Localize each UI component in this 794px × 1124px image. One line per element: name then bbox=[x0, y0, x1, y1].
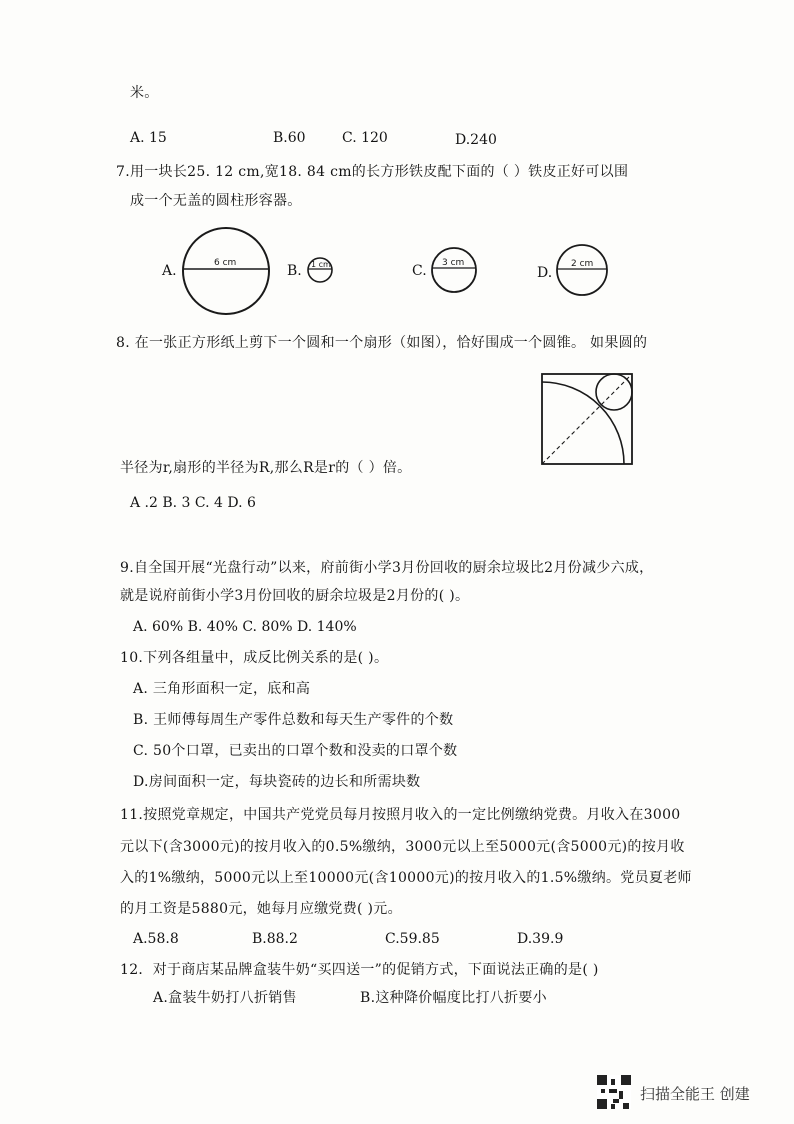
q6-option-a: A. 15 bbox=[130, 130, 167, 146]
q12-option-b: B.这种降价幅度比打八折要小 bbox=[360, 990, 547, 1006]
q11-stem-line1: 11.按照党章规定，中国共产党党员每月按照月收入的一定比例缴纳党费。月收入在3000 bbox=[120, 807, 681, 823]
q10-option-b: B. 王师傅每周生产零件总数和每天生产零件的个数 bbox=[133, 712, 454, 728]
circle-3cm-figure bbox=[430, 246, 480, 296]
q11-option-c: C.59.85 bbox=[385, 931, 440, 947]
q8-stem-line1: 8. 在一张正方形纸上剪下一个圆和一个扇形（如图），恰好围成一个圆锥。 如果圆的 bbox=[116, 335, 648, 351]
q7-stem-line2: 成一个无盖的圆柱形容器。 bbox=[130, 193, 302, 209]
q10-option-d: D.房间面积一定，每块瓷砖的边长和所需块数 bbox=[133, 774, 421, 790]
q7-option-c-label: 3 cm bbox=[442, 258, 465, 268]
q10-option-c: C. 50个口罩，已卖出的口罩个数和没卖的口罩个数 bbox=[133, 743, 458, 759]
square-paper-figure bbox=[540, 372, 635, 467]
q7-option-d-letter: D. bbox=[537, 265, 553, 281]
q7-option-a-letter: A. bbox=[162, 263, 177, 279]
q11-option-d: D.39.9 bbox=[517, 931, 564, 947]
q7-stem-line1: 7.用一块长25. 12 cm,宽18. 84 cm的长方形铁皮配下面的（ ）铁皮正好可以围 bbox=[116, 164, 629, 180]
circle-6cm-figure bbox=[180, 225, 272, 317]
q12-stem: 12．对于商店某品牌盒装牛奶“买四送一”的促销方式，下面说法正确的是( ) bbox=[120, 962, 599, 978]
circle-2cm-figure bbox=[555, 242, 611, 298]
q8-options: A .2 B. 3 C. 4 D. 6 bbox=[130, 495, 256, 511]
q11-stem-line4: 的月工资是5880元，她每月应缴党费( )元。 bbox=[120, 901, 402, 917]
q7-option-b-letter: B. bbox=[287, 263, 302, 279]
q7-option-a-label: 6 cm bbox=[214, 258, 237, 268]
q9-options: A. 60% B. 40% C. 80% D. 140% bbox=[133, 619, 357, 635]
continued-text: 米。 bbox=[130, 85, 159, 101]
circle-1cm-figure bbox=[306, 256, 336, 286]
q7-option-c-letter: C. bbox=[412, 263, 427, 279]
scanner-watermark: 扫描全能王 创建 bbox=[640, 1085, 750, 1103]
q10-stem: 10.下列各组量中，成反比例关系的是( )。 bbox=[120, 650, 389, 666]
q9-stem-line1: 9.自全国开展“光盘行动”以来，府前街小学3月份回收的厨余垃圾比2月份减少六成， bbox=[120, 560, 654, 576]
q8-stem-line2: 半径为r,扇形的半径为R,那么R是r的（ ）倍。 bbox=[120, 460, 412, 476]
q7-option-d-label: 2 cm bbox=[571, 259, 594, 269]
q6-option-c: C. 120 bbox=[342, 130, 388, 146]
q11-stem-line3: 入的1%缴纳，5000元以上至10000元(含10000元)的按月收入的1.5%缴纳。党员夏老师 bbox=[120, 870, 692, 886]
q7-option-b-label: 1 cm bbox=[311, 260, 331, 269]
q12-option-a: A.盒装牛奶打八折销售 bbox=[153, 990, 297, 1006]
q11-stem-line2: 元以下(含3000元)的按月收入的0.5%缴纳，3000元以上至5000元(含5000元)的按月收 bbox=[120, 839, 685, 855]
q6-option-b: B.60 bbox=[273, 130, 306, 146]
q9-stem-line2: 就是说府前街小学3月份回收的厨余垃圾是2月份的( )。 bbox=[120, 588, 470, 604]
q11-option-b: B.88.2 bbox=[252, 931, 298, 947]
q11-option-a: A.58.8 bbox=[133, 931, 179, 947]
q6-option-d: D.240 bbox=[455, 132, 497, 148]
qr-code-icon bbox=[597, 1075, 631, 1109]
q10-option-a: A. 三角形面积一定，底和高 bbox=[133, 681, 311, 697]
